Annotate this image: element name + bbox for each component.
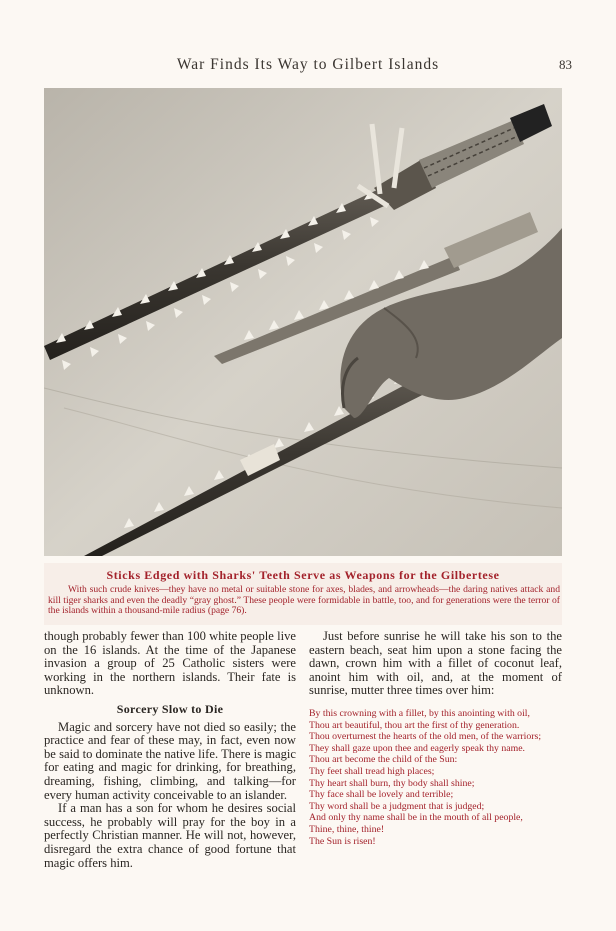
poem-line: Thy heart shall burn, thy body shall shine; bbox=[309, 777, 475, 789]
poem-line: And only thy name shall be in the mouth of all people, bbox=[309, 812, 523, 824]
poem-line: Thou overturnest the hearts of the old men, of the warriors; bbox=[309, 731, 542, 743]
poem-line: Thy face shall be lovely and terrible; bbox=[309, 789, 454, 801]
poem-line: The Sun is risen! bbox=[309, 835, 376, 847]
poem-line: Thy feet shall tread high places; bbox=[309, 765, 435, 777]
poem-line: By this crowning with a fillet, by this anointing with oil, bbox=[309, 707, 530, 719]
caption-area bbox=[44, 563, 562, 625]
running-title: War Finds Its Way to Gilbert Islands bbox=[176, 56, 440, 73]
page-number: 83 bbox=[559, 57, 572, 72]
weapons-photo bbox=[44, 88, 562, 556]
running-head bbox=[44, 56, 572, 76]
caption-title: Sticks Edged with Sharks' Teeth Serve as Weapons for the Gilbertese bbox=[106, 568, 500, 582]
left-paragraph-3: If a man has a son for whom he desires social success, he probably will pray for the boy in a perfectly Christian manner. He will not, however, disregard the extra chance of good fortune that magic offers him. bbox=[44, 801, 296, 870]
photo-illustration bbox=[44, 88, 562, 556]
left-column bbox=[44, 630, 296, 870]
incantation-poem bbox=[309, 708, 562, 847]
section-subhead: Sorcery Slow to Die bbox=[116, 701, 224, 716]
poem-line: Thou art beautiful, thou art the first of thy generation. bbox=[309, 719, 520, 731]
poem-line: They shall gaze upon thee and eagerly speak thy name. bbox=[309, 742, 525, 754]
left-paragraph-2: Magic and sorcery have not died so easily; the practice and fear of these may, in fact, even now be said to dominate the native life. There is magic for eating and magic for drinking, for breathing, dreaming, fishing, climbing, and talking—for every human activity conceivable to an islander. bbox=[44, 719, 296, 802]
right-paragraph-1: Just before sunrise he will take his son to the eastern beach, seat him upon a stone facing the dawn, crown him with a fillet of coconut leaf, anoint him with oil, and, at the moment of sunrise, mutter three times over him: bbox=[309, 629, 562, 698]
poem-line: Thy word shall be a judgment that is judged; bbox=[309, 800, 485, 812]
caption-text: With such crude knives—they have no metal or suitable stone for axes, blades, and arrowheads—the daring natives attack and kill tiger sharks and even the deadly “gray ghost.” These people were formidable in battle, too, and for generations were the terror of the islands within a thousand-mile radius (page 76). bbox=[48, 584, 560, 617]
poem-line: Thine, thine, thine! bbox=[309, 823, 385, 835]
poem-line: Thou art become the child of the Sun: bbox=[309, 754, 458, 766]
left-paragraph-1: though probably fewer than 100 white people live on the 16 islands. At the time of the Japanese invasion a group of 25 Catholic sisters were working in the northern islands. Their fate is unknown. bbox=[44, 629, 296, 698]
right-column bbox=[309, 630, 562, 847]
